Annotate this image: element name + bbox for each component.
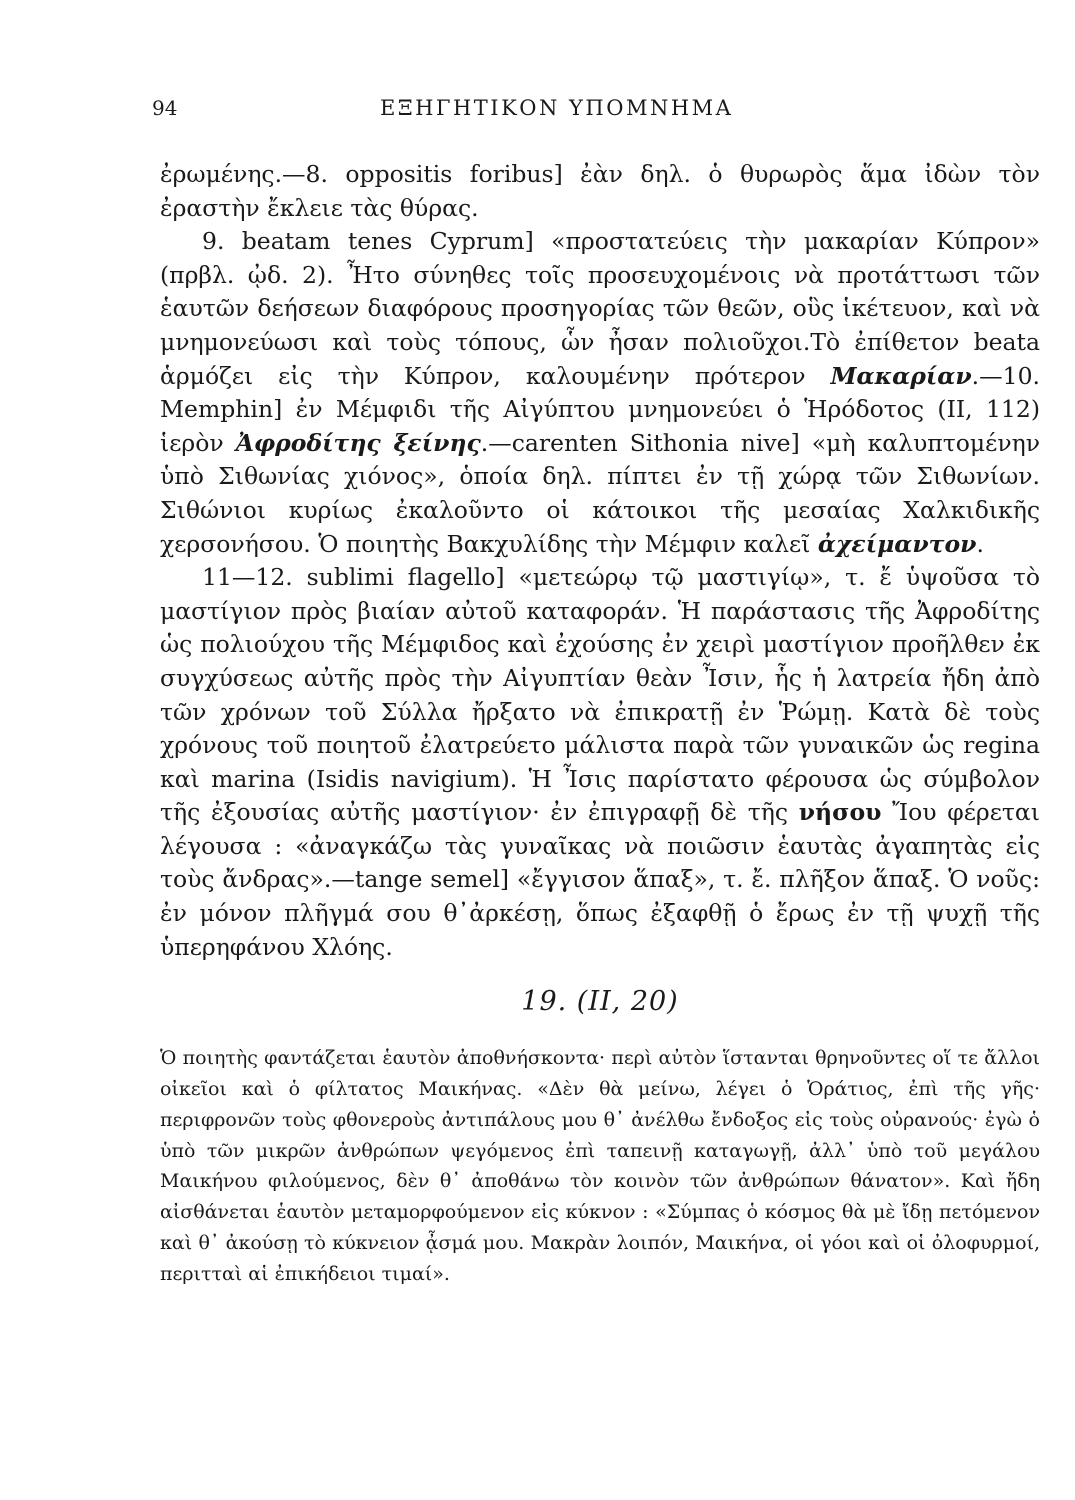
text-run: Ἴου φέρεται λέγουσα : «ἀναγκάζω τὰς γυναῖκας νὰ ποιῶσιν ἑαυτὰς ἀγαπητὰς εἰς τοὺς ἄνδρας».—tange semel] «ἔγγισον ἅπαξ», τ. ἔ. πλῆξον ἅπαξ. Ὁ νοῦς: ἐν μόνον πλῆγμά σου θ᾿ἀρκέσῃ, ὅπως ἐξαφθῇ ὁ ἔρως ἐν τῇ ψυχῇ τῆς ὑπερηφάνου Χλόης. [160,798,1040,961]
ode-summary [160,1043,1040,1289]
book-page [152,96,1040,1290]
commentary-paragraph [160,158,1040,225]
text-run: 9. beatam tenes Cyprum] «προστατεύεις τὴν μακαρίαν Κύπρον» (πρβλ. ᾠδ. 2). Ἦτο σύνηθες τοῖς προσευχομένοις νὰ προτάττωσι τῶν ἑαυτῶν δεήσεων διαφόρους προσηγορίας τῶν θεῶν, οὓς ἱκέτευον, καὶ νὰ μνημονεύωσι καὶ τοὺς τόπους, ὧν ἦσαν πολιοῦχοι.Τὸ ἐπίθετον beata ἁρμόζει εἰς τὴν Κύπρον, καλουμένην πρότερον [160,227,1040,390]
text-run: .—10. Memphin] ἐν Μέμφιδι τῆς Αἰγύπτου μνημονεύει ὁ Ἡρόδοτος (II, 112) ἱερὸν [160,361,1040,457]
page-number: 94 [152,96,178,120]
text-run: 11—12. sublimi flagello] «μετεώρῳ τῷ μαστιγίῳ», τ. ἔ ὑψοῦσα τὸ μαστίγιον πρὸς βιαίαν αὐτοῦ καταφοράν. Ἡ παράστασις τῆς Ἀφροδίτης ὡς πολιούχου τῆς Μέμφιδος καὶ ἐχούσης ἐν χειρὶ μαστίγιον προῆλθεν ἐκ συγχύσεως αὐτῆς πρὸς τὴν Αἰγυπτίαν θεὰν Ἶσιν, ἧς ἡ λατρεία ἤδη ἀπὸ τῶν χρόνων τοῦ Σύλλα ἤρξατο νὰ ἐπικρατῇ ἐν Ῥώμῃ. Κατὰ δὲ τοὺς χρόνους τοῦ ποιητοῦ ἐλατρεύετο μάλιστα παρὰ τῶν γυναικῶν ὡς regina καὶ marina (Isidis navigium). Ἡ Ἶσις παρίστατο φέρουσα ὡς σύμβολον τῆς ἐξουσίας αὐτῆς μαστίγιον· ἐν ἐπιγραφῇ δὲ τῆς [160,563,1040,827]
emphasized-term: ἀχείμαντον [817,529,977,558]
section-heading: 19. (II, 20) [521,986,679,1018]
emphasized-term: Μακαρίαν [830,361,972,390]
commentary-paragraph [160,225,1040,561]
running-title: ΕΞΗΓΗΤΙΚΟΝ ΥΠΟΜΝΗΜΑ [380,96,734,120]
summary-paragraph: Ὁ ποιητὴς φαντάζεται ἑαυτὸν ἀποθνήσκοντα· περὶ αὐτὸν ἵστανται θρηνοῦντες οἵ τε ἄλλοι οἰκεῖοι καὶ ὁ φίλτατος Μαικήνας. «Δὲν θὰ μείνω, λέγει ὁ Ὁράτιος, ἐπὶ τῆς γῆς· περιφρονῶν τοὺς φθονεροὺς ἀντιπάλους μου θ᾿ ἀνέλθω ἔνδοξος εἰς τοὺς οὐρανούς· ἐγὼ ὁ ὑπὸ τῶν μικρῶν ἀνθρώπων ψεγόμενος ἐπὶ ταπεινῇ καταγωγῇ, ἀλλ᾿ ὑπὸ τοῦ μεγάλου Μαικήνου φιλούμενος, δὲν θ᾿ ἀποθάνω τὸν κοινὸν τῶν ἀνθρώπων θάνατον». Καὶ ἤδη αἰσθάνεται ἑαυτὸν μεταμορφούμενον εἰς κύκνον : «Σύμπας ὁ κόσμος θὰ μὲ ἴδῃ πετόμενον καὶ θ᾿ ἀκούσῃ τὸ κύκνειον ᾆσμά μου. Μακρὰν λοιπόν, Μαικήνα, οἱ γόοι καὶ οἱ ὀλοφυρμοί, περιτταὶ αἱ ἐπικήδειοι τιμαί». [160,1047,1040,1285]
emphasized-term: Ἀφροδίτης ξείνης [235,428,481,457]
commentary-paragraph [160,561,1040,964]
text-run: ἐρωμένης.—8. oppositis foribus] ἐὰν δηλ. ὁ θυρωρὸς ἅμα ἰδὼν τὸν ἐραστὴν ἔκλειε τὰς θύρας. [160,160,1040,222]
emphasized-term: νήσου [798,798,882,827]
text-run: .—carenten Sithonia nive] «μὴ καλυπτομένην ὑπὸ Σιθωνίας χιόνος», ὁποία δηλ. πίπτει ἐν τῇ χώρᾳ τῶν Σιθωνίων. Σιθώνιοι κυρίως ἐκαλοῦντο οἱ κάτοικοι τῆς μεσαίας Χαλκιδικῆς χερσονήσου. Ὁ ποιητὴς Βακχυλίδης τὴν Μέμφιν καλεῖ [160,428,1040,558]
commentary-text [160,158,1040,964]
text-run: . [976,529,984,558]
page-header [152,96,1040,126]
